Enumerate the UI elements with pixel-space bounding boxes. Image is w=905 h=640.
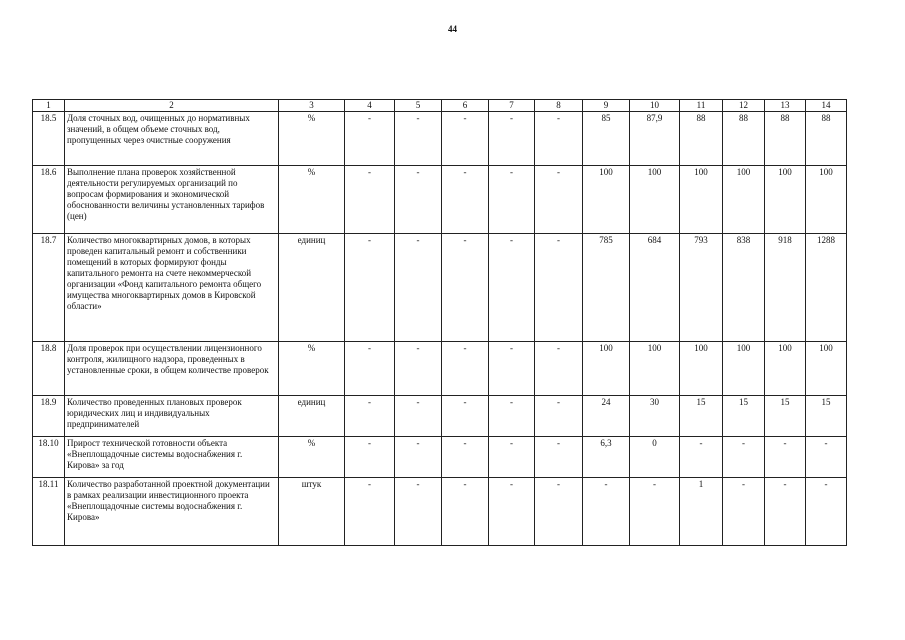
value-cell: - bbox=[395, 478, 442, 546]
unit-cell: % bbox=[279, 166, 345, 234]
value-cell: 88 bbox=[723, 112, 765, 166]
value-cell: 88 bbox=[765, 112, 806, 166]
row-number-cell: 18.8 bbox=[33, 342, 65, 396]
value-cell: 100 bbox=[630, 342, 680, 396]
row-number-cell: 18.10 bbox=[33, 437, 65, 478]
unit-cell: % bbox=[279, 112, 345, 166]
value-cell: 88 bbox=[680, 112, 723, 166]
value-cell: - bbox=[442, 396, 489, 437]
value-cell: - bbox=[535, 396, 583, 437]
value-cell: 15 bbox=[723, 396, 765, 437]
value-cell: 15 bbox=[680, 396, 723, 437]
value-cell: - bbox=[680, 437, 723, 478]
value-cell: - bbox=[806, 437, 847, 478]
value-cell: - bbox=[489, 342, 535, 396]
value-cell: - bbox=[345, 234, 395, 342]
unit-cell: единиц bbox=[279, 234, 345, 342]
unit-cell: % bbox=[279, 437, 345, 478]
value-cell: 793 bbox=[680, 234, 723, 342]
indicator-name-cell: Количество многоквартирных домов, в которых проведен капитальный ремонт и собственники помещений в которых формируют фонды капитального ремонта на счете некоммерческой организации «Фонд капитального ремонта общего имущества многоквартирных домов в Кировской области» bbox=[65, 234, 279, 342]
table-row bbox=[33, 234, 847, 342]
value-cell: - bbox=[345, 342, 395, 396]
indicator-name-cell: Доля сточных вод, очищенных до нормативных значений, в общем объеме сточных вод, пропущенных через очистные сооружения bbox=[65, 112, 279, 166]
column-header: 8 bbox=[535, 100, 583, 112]
indicator-table bbox=[32, 99, 847, 546]
value-cell: - bbox=[395, 112, 442, 166]
value-cell: 785 bbox=[583, 234, 630, 342]
value-cell: - bbox=[535, 234, 583, 342]
value-cell: - bbox=[395, 166, 442, 234]
value-cell: 15 bbox=[806, 396, 847, 437]
table-row bbox=[33, 396, 847, 437]
table-row bbox=[33, 478, 847, 546]
row-number-cell: 18.5 bbox=[33, 112, 65, 166]
value-cell: - bbox=[489, 112, 535, 166]
column-header: 10 bbox=[630, 100, 680, 112]
table-row bbox=[33, 166, 847, 234]
value-cell: 100 bbox=[723, 166, 765, 234]
value-cell: - bbox=[345, 437, 395, 478]
value-cell: - bbox=[442, 166, 489, 234]
value-cell: - bbox=[345, 166, 395, 234]
value-cell: 100 bbox=[583, 166, 630, 234]
value-cell: 100 bbox=[583, 342, 630, 396]
column-header: 12 bbox=[723, 100, 765, 112]
value-cell: - bbox=[806, 478, 847, 546]
value-cell: 1288 bbox=[806, 234, 847, 342]
value-cell: - bbox=[489, 166, 535, 234]
value-cell: - bbox=[395, 396, 442, 437]
row-number-cell: 18.7 bbox=[33, 234, 65, 342]
column-header: 2 bbox=[65, 100, 279, 112]
value-cell: - bbox=[395, 437, 442, 478]
indicator-name-cell: Количество проведенных плановых проверок юридических лиц и индивидуальных предпринимателей bbox=[65, 396, 279, 437]
value-cell: - bbox=[395, 234, 442, 342]
value-cell: - bbox=[489, 234, 535, 342]
value-cell: - bbox=[765, 478, 806, 546]
value-cell: - bbox=[535, 437, 583, 478]
value-cell: - bbox=[442, 342, 489, 396]
column-header: 3 bbox=[279, 100, 345, 112]
value-cell: 85 bbox=[583, 112, 630, 166]
value-cell: 100 bbox=[765, 166, 806, 234]
value-cell: 100 bbox=[723, 342, 765, 396]
table-row bbox=[33, 437, 847, 478]
value-cell: 918 bbox=[765, 234, 806, 342]
value-cell: - bbox=[630, 478, 680, 546]
row-number-cell: 18.9 bbox=[33, 396, 65, 437]
value-cell: 100 bbox=[630, 166, 680, 234]
value-cell: - bbox=[395, 342, 442, 396]
column-header: 14 bbox=[806, 100, 847, 112]
value-cell: - bbox=[489, 437, 535, 478]
value-cell: 684 bbox=[630, 234, 680, 342]
value-cell: - bbox=[535, 342, 583, 396]
indicator-name-cell: Доля проверок при осуществлении лицензионного контроля, жилищного надзора, проведенных в установленные сроки, в общем количестве проверок bbox=[65, 342, 279, 396]
column-header: 11 bbox=[680, 100, 723, 112]
value-cell: 100 bbox=[806, 166, 847, 234]
value-cell: - bbox=[723, 478, 765, 546]
value-cell: - bbox=[345, 112, 395, 166]
table-row bbox=[33, 342, 847, 396]
column-header: 5 bbox=[395, 100, 442, 112]
column-header: 13 bbox=[765, 100, 806, 112]
unit-cell: единиц bbox=[279, 396, 345, 437]
table-row bbox=[33, 112, 847, 166]
value-cell: - bbox=[765, 437, 806, 478]
value-cell: - bbox=[723, 437, 765, 478]
row-number-cell: 18.6 bbox=[33, 166, 65, 234]
value-cell: 88 bbox=[806, 112, 847, 166]
indicator-name-cell: Количество разработанной проектной документации в рамках реализации инвестиционного проекта «Внеплощадочные системы водоснабжения г. Кирова» bbox=[65, 478, 279, 546]
value-cell: 15 bbox=[765, 396, 806, 437]
value-cell: - bbox=[535, 112, 583, 166]
value-cell: - bbox=[535, 166, 583, 234]
value-cell: - bbox=[345, 478, 395, 546]
column-header: 1 bbox=[33, 100, 65, 112]
page-number: 44 bbox=[448, 24, 457, 34]
value-cell: 0 bbox=[630, 437, 680, 478]
column-number-row bbox=[33, 100, 847, 112]
unit-cell: % bbox=[279, 342, 345, 396]
value-cell: 1 bbox=[680, 478, 723, 546]
row-number-cell: 18.11 bbox=[33, 478, 65, 546]
unit-cell: штук bbox=[279, 478, 345, 546]
value-cell: 100 bbox=[806, 342, 847, 396]
value-cell: 100 bbox=[765, 342, 806, 396]
column-header: 9 bbox=[583, 100, 630, 112]
value-cell: - bbox=[442, 112, 489, 166]
value-cell: - bbox=[583, 478, 630, 546]
value-cell: - bbox=[442, 437, 489, 478]
indicator-name-cell: Выполнение плана проверок хозяйственной деятельности регулируемых организаций по вопросам формирования и экономической обоснованности величины установленных тарифов (цен) bbox=[65, 166, 279, 234]
value-cell: - bbox=[489, 478, 535, 546]
value-cell: - bbox=[345, 396, 395, 437]
value-cell: - bbox=[442, 478, 489, 546]
value-cell: 100 bbox=[680, 166, 723, 234]
value-cell: - bbox=[442, 234, 489, 342]
value-cell: 838 bbox=[723, 234, 765, 342]
value-cell: 100 bbox=[680, 342, 723, 396]
indicator-name-cell: Прирост технической готовности объекта «Внеплощадочные системы водоснабжения г. Кирова» за год bbox=[65, 437, 279, 478]
value-cell: 30 bbox=[630, 396, 680, 437]
column-header: 7 bbox=[489, 100, 535, 112]
value-cell: - bbox=[535, 478, 583, 546]
value-cell: 6,3 bbox=[583, 437, 630, 478]
value-cell: - bbox=[489, 396, 535, 437]
value-cell: 87,9 bbox=[630, 112, 680, 166]
column-header: 4 bbox=[345, 100, 395, 112]
value-cell: 24 bbox=[583, 396, 630, 437]
column-header: 6 bbox=[442, 100, 489, 112]
